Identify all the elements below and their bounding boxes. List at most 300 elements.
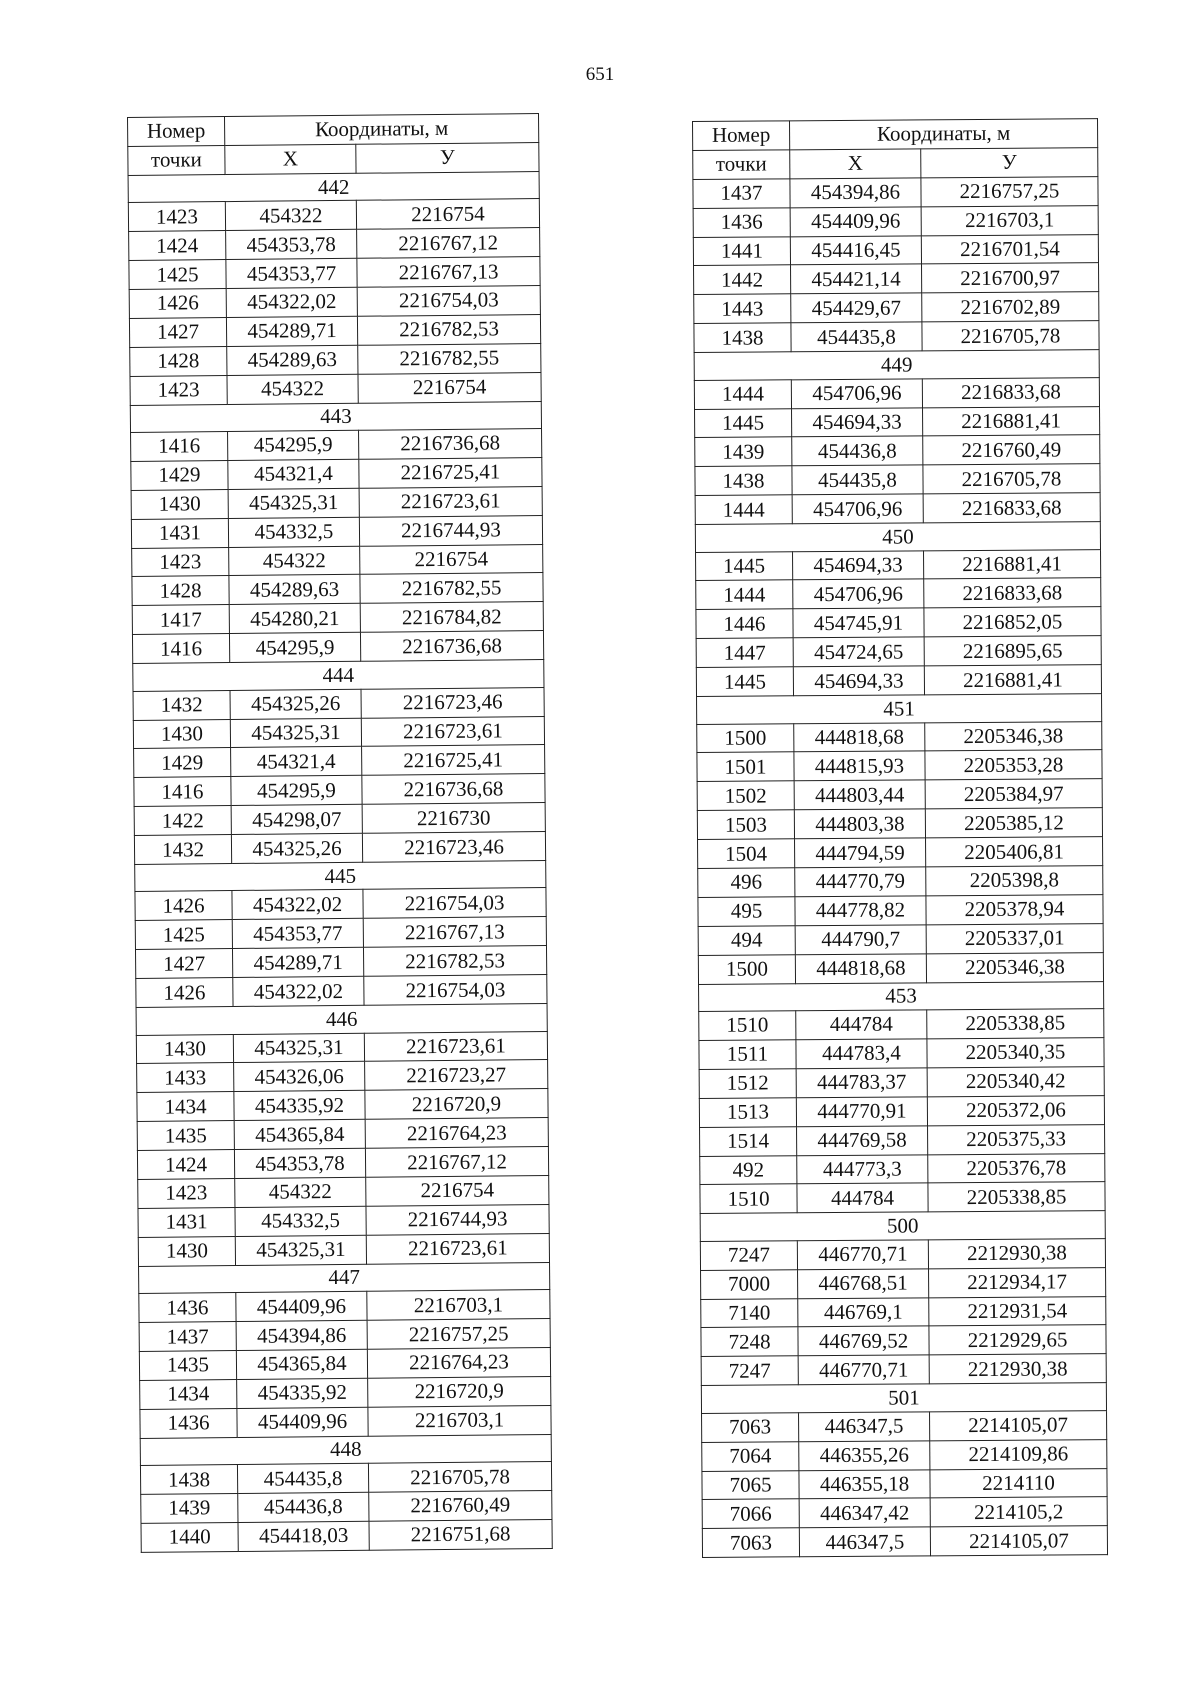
y-coordinate: 2216702,89 xyxy=(922,292,1099,322)
x-coordinate: 454332,5 xyxy=(235,1206,366,1236)
y-coordinate: 2212929,65 xyxy=(929,1325,1106,1355)
point-number: 1417 xyxy=(132,605,229,635)
y-coordinate: 2216782,53 xyxy=(357,314,540,345)
table-row xyxy=(140,1462,551,1495)
table-row xyxy=(699,1038,1104,1070)
table-row xyxy=(135,946,546,979)
group-number: 443 xyxy=(130,401,541,432)
y-coordinate: 2216782,55 xyxy=(360,573,543,604)
point-number: 1434 xyxy=(140,1379,237,1409)
y-coordinate: 2216720,9 xyxy=(368,1376,551,1407)
group-number: 445 xyxy=(135,860,546,891)
x-coordinate: 454325,26 xyxy=(230,689,361,719)
point-number: 1443 xyxy=(694,294,791,324)
point-number: 1423 xyxy=(138,1179,235,1209)
point-number: 7247 xyxy=(701,1356,798,1386)
x-coordinate: 444783,4 xyxy=(796,1039,927,1069)
x-coordinate: 454409,96 xyxy=(237,1407,368,1437)
y-coordinate: 2216833,68 xyxy=(924,578,1101,608)
table-row xyxy=(694,263,1099,295)
y-coordinate: 2205346,38 xyxy=(926,952,1103,982)
table-row xyxy=(696,578,1101,610)
point-number: 1432 xyxy=(134,835,231,865)
y-coordinate: 2216784,82 xyxy=(360,602,543,633)
y-coordinate: 2216754,03 xyxy=(363,888,546,919)
y-coordinate: 2214105,2 xyxy=(930,1497,1107,1527)
point-number: 1439 xyxy=(141,1494,238,1524)
group-header-row xyxy=(140,1434,551,1465)
table-row xyxy=(693,176,1098,208)
y-coordinate: 2216725,41 xyxy=(362,745,545,776)
y-coordinate: 2216767,12 xyxy=(365,1147,548,1178)
x-coordinate: 454295,9 xyxy=(228,430,359,460)
table-row xyxy=(134,832,545,865)
y-coordinate: 2216723,27 xyxy=(365,1060,548,1091)
x-coordinate: 444818,68 xyxy=(794,722,925,752)
x-coordinate: 454435,8 xyxy=(791,322,922,352)
point-number: 496 xyxy=(698,868,795,898)
point-number: 1439 xyxy=(695,437,792,467)
point-number: 1425 xyxy=(135,920,232,950)
y-coordinate: 2216751,68 xyxy=(369,1519,552,1550)
x-coordinate: 444803,38 xyxy=(794,809,925,839)
x-coordinate: 444770,79 xyxy=(795,867,926,897)
x-coordinate: 454332,5 xyxy=(228,517,359,547)
table-row xyxy=(134,803,545,836)
table-row xyxy=(702,1439,1107,1471)
x-coordinate: 444770,91 xyxy=(796,1097,927,1127)
x-coordinate: 454322 xyxy=(225,201,356,231)
y-coordinate: 2212934,17 xyxy=(929,1267,1106,1297)
y-coordinate: 2216767,12 xyxy=(357,228,540,259)
point-number: 1426 xyxy=(136,978,233,1008)
point-number: 1436 xyxy=(139,1293,236,1323)
y-coordinate: 2216754,03 xyxy=(357,285,540,316)
point-number: 1447 xyxy=(696,638,793,668)
point-number: 1438 xyxy=(694,323,791,353)
x-coordinate: 446768,51 xyxy=(798,1269,929,1299)
point-number: 1423 xyxy=(130,375,227,405)
group-header-row xyxy=(699,981,1104,1011)
y-coordinate: 2214110 xyxy=(930,1468,1107,1498)
point-number: 1425 xyxy=(129,260,226,290)
y-coordinate: 2216764,23 xyxy=(365,1118,548,1149)
y-coordinate: 2216705,78 xyxy=(922,321,1099,351)
point-number: 7000 xyxy=(701,1269,798,1299)
y-coordinate: 2216767,13 xyxy=(357,257,540,288)
x-coordinate: 444769,58 xyxy=(797,1125,928,1155)
table-row xyxy=(138,1204,549,1237)
y-coordinate: 2216701,54 xyxy=(921,234,1098,264)
point-number: 7140 xyxy=(701,1298,798,1328)
table-row xyxy=(138,1176,549,1209)
point-number: 1416 xyxy=(134,777,231,807)
point-number: 1423 xyxy=(128,202,225,232)
y-coordinate: 2216757,25 xyxy=(921,176,1098,206)
y-coordinate: 2205398,8 xyxy=(926,866,1103,896)
y-coordinate: 2205338,85 xyxy=(928,1182,1105,1212)
y-coordinate: 2214105,07 xyxy=(930,1410,1107,1440)
table-row xyxy=(695,464,1100,496)
coords-header: Координаты, м xyxy=(225,114,539,146)
y-coordinate: 2216895,65 xyxy=(924,636,1101,666)
x-coordinate: 454298,07 xyxy=(231,804,362,834)
x-coordinate: 454694,33 xyxy=(792,407,923,437)
point-number: 1436 xyxy=(140,1408,237,1438)
table-row xyxy=(698,837,1103,869)
x-coordinate: 444790,7 xyxy=(795,925,926,955)
point-number: 1435 xyxy=(139,1350,236,1380)
y-coordinate: 2216723,61 xyxy=(366,1233,549,1264)
x-coordinate: 454326,06 xyxy=(234,1062,365,1092)
x-coordinate: 454694,33 xyxy=(793,666,924,696)
table-row xyxy=(129,228,540,261)
table-row xyxy=(139,1319,550,1352)
table-row xyxy=(134,774,545,807)
x-coordinate: 454325,31 xyxy=(228,488,359,518)
table-row xyxy=(141,1519,552,1552)
x-coordinate: 444803,44 xyxy=(794,780,925,810)
point-header-line2: точки xyxy=(693,150,790,180)
point-number: 1430 xyxy=(133,719,230,749)
y-coordinate: 2205384,97 xyxy=(925,779,1102,809)
y-coordinate: 2216881,41 xyxy=(923,406,1100,436)
point-number: 1444 xyxy=(694,379,791,409)
y-coordinate: 2205406,81 xyxy=(926,837,1103,867)
point-number: 1514 xyxy=(700,1126,797,1156)
table-row xyxy=(696,607,1101,639)
table-row xyxy=(130,372,541,405)
y-coordinate: 2216754 xyxy=(366,1176,549,1207)
x-coordinate: 446769,1 xyxy=(798,1297,929,1327)
x-coordinate: 444818,68 xyxy=(795,954,926,984)
group-header-row xyxy=(135,860,546,891)
table-row xyxy=(140,1405,551,1438)
y-coordinate: 2216723,61 xyxy=(359,486,542,517)
y-coordinate: 2216833,68 xyxy=(923,493,1100,523)
y-header: У xyxy=(356,142,539,173)
point-number: 1438 xyxy=(140,1465,237,1495)
table-row xyxy=(702,1468,1107,1500)
y-coordinate: 2216767,13 xyxy=(363,917,546,948)
y-coordinate: 2216754,03 xyxy=(364,975,547,1006)
table-row xyxy=(141,1491,552,1524)
table-row xyxy=(133,716,544,749)
x-coordinate: 454322,02 xyxy=(233,976,364,1006)
point-number: 7066 xyxy=(702,1499,799,1529)
point-number: 1445 xyxy=(695,408,792,438)
y-coordinate: 2216703,1 xyxy=(368,1405,551,1436)
group-header-row xyxy=(133,660,544,691)
group-number: 446 xyxy=(136,1004,547,1035)
y-coordinate: 2216754 xyxy=(356,199,539,230)
y-coordinate: 2216833,68 xyxy=(922,377,1099,407)
x-coordinate: 446355,26 xyxy=(799,1440,930,1470)
x-coordinate: 446355,18 xyxy=(799,1469,930,1499)
x-coordinate: 454321,4 xyxy=(228,459,359,489)
x-coordinate: 454706,96 xyxy=(793,579,924,609)
x-coordinate: 454280,21 xyxy=(229,604,360,634)
point-number: 1500 xyxy=(698,954,795,984)
y-coordinate: 2205340,42 xyxy=(927,1066,1104,1096)
y-coordinate: 2216725,41 xyxy=(359,457,542,488)
x-coordinate: 454418,03 xyxy=(238,1521,369,1551)
y-coordinate: 2216700,97 xyxy=(922,263,1099,293)
x-coordinate: 454289,71 xyxy=(226,316,357,346)
group-number: 442 xyxy=(128,171,539,202)
x-coordinate: 446770,71 xyxy=(797,1240,928,1270)
x-coordinate: 454724,65 xyxy=(793,637,924,667)
group-header-row xyxy=(139,1262,550,1293)
x-coordinate: 454365,84 xyxy=(234,1119,365,1149)
group-header-row xyxy=(694,350,1099,380)
y-coordinate: 2216754 xyxy=(360,544,543,575)
coordinates-table-right xyxy=(692,118,1108,1558)
x-coordinate: 454353,77 xyxy=(226,258,357,288)
x-coordinate: 454365,84 xyxy=(236,1349,367,1379)
table-row xyxy=(693,205,1098,237)
point-number: 494 xyxy=(698,926,795,956)
y-coordinate: 2216744,93 xyxy=(366,1204,549,1235)
table-row xyxy=(129,285,540,318)
group-header-row xyxy=(136,1004,547,1035)
x-coordinate: 454322 xyxy=(227,374,358,404)
y-coordinate: 2216760,49 xyxy=(923,435,1100,465)
table-row xyxy=(131,486,542,519)
y-coordinate: 2216754 xyxy=(358,372,541,403)
y-coordinate: 2216736,68 xyxy=(362,774,545,805)
x-coordinate: 446770,71 xyxy=(798,1355,929,1385)
point-number: 1427 xyxy=(129,317,226,347)
table-row xyxy=(136,975,547,1008)
table-row xyxy=(699,1009,1104,1041)
point-number: 1510 xyxy=(699,1011,796,1041)
y-coordinate: 2214105,07 xyxy=(930,1526,1107,1556)
point-number: 1504 xyxy=(698,839,795,869)
point-number: 1510 xyxy=(700,1184,797,1214)
x-coordinate: 454295,9 xyxy=(229,633,360,663)
table-row xyxy=(129,257,540,290)
x-coordinate: 454325,26 xyxy=(231,833,362,863)
x-coordinate: 446347,5 xyxy=(799,1527,930,1557)
x-coordinate: 454694,33 xyxy=(793,550,924,580)
group-header-row xyxy=(130,401,541,432)
x-coordinate: 454321,4 xyxy=(231,747,362,777)
point-number: 1446 xyxy=(696,609,793,639)
point-number: 1422 xyxy=(134,806,231,836)
table-row xyxy=(702,1497,1107,1529)
group-header-row xyxy=(697,694,1102,724)
point-number: 1436 xyxy=(693,207,790,237)
x-header: X xyxy=(790,149,921,179)
x-coordinate: 446347,5 xyxy=(799,1412,930,1442)
table-row xyxy=(693,234,1098,266)
table-row xyxy=(133,687,544,720)
table-row xyxy=(132,573,543,606)
point-number: 1441 xyxy=(693,236,790,266)
point-number: 7063 xyxy=(702,1528,799,1558)
point-number: 1437 xyxy=(139,1322,236,1352)
y-coordinate: 2214109,86 xyxy=(930,1439,1107,1469)
table-row xyxy=(695,493,1100,525)
group-number: 501 xyxy=(701,1383,1106,1413)
point-number: 7247 xyxy=(700,1241,797,1271)
point-number: 1416 xyxy=(131,432,228,462)
table-row xyxy=(698,895,1103,927)
x-coordinate: 454289,63 xyxy=(229,575,360,605)
y-coordinate: 2216705,78 xyxy=(368,1462,551,1493)
x-coordinate: 454325,31 xyxy=(235,1235,366,1265)
table-row xyxy=(138,1233,549,1266)
point-number: 1444 xyxy=(696,580,793,610)
y-coordinate: 2205340,35 xyxy=(927,1038,1104,1068)
table-row xyxy=(702,1410,1107,1442)
x-coordinate: 454436,8 xyxy=(792,436,923,466)
x-coordinate: 454353,77 xyxy=(232,919,363,949)
y-coordinate: 2216757,25 xyxy=(367,1319,550,1350)
table-row xyxy=(695,435,1100,467)
x-coordinate: 454435,8 xyxy=(792,465,923,495)
y-coordinate: 2205338,85 xyxy=(927,1009,1104,1039)
x-coordinate: 454409,96 xyxy=(236,1291,367,1321)
table-row xyxy=(134,745,545,778)
point-number: 1424 xyxy=(137,1150,234,1180)
point-number: 7063 xyxy=(702,1413,799,1443)
point-number: 1438 xyxy=(695,466,792,496)
x-coordinate: 454325,31 xyxy=(233,1033,364,1063)
table-row xyxy=(698,952,1103,984)
point-number: 1502 xyxy=(697,781,794,811)
y-coordinate: 2216723,46 xyxy=(362,832,545,863)
table-row xyxy=(139,1290,550,1323)
table-row xyxy=(137,1118,548,1151)
y-coordinate: 2205372,06 xyxy=(927,1095,1104,1125)
y-coordinate: 2216782,55 xyxy=(358,343,541,374)
x-coordinate: 454394,86 xyxy=(236,1320,367,1350)
y-coordinate: 2216703,1 xyxy=(921,205,1098,235)
y-coordinate: 2205353,28 xyxy=(925,750,1102,780)
table-row xyxy=(697,750,1102,782)
point-number: 1432 xyxy=(133,690,230,720)
y-coordinate: 2216852,05 xyxy=(924,607,1101,637)
x-coordinate: 444784 xyxy=(797,1183,928,1213)
point-number: 1428 xyxy=(130,346,227,376)
group-number: 447 xyxy=(139,1262,550,1293)
group-number: 448 xyxy=(140,1434,551,1465)
y-coordinate: 2216736,68 xyxy=(360,631,543,662)
table-row xyxy=(700,1124,1105,1156)
table-row xyxy=(131,515,542,548)
table-row xyxy=(701,1325,1106,1357)
x-coordinate: 454394,86 xyxy=(790,178,921,208)
y-coordinate: 2216736,68 xyxy=(359,429,542,460)
x-coordinate: 444783,37 xyxy=(796,1068,927,1098)
x-coordinate: 444784 xyxy=(796,1010,927,1040)
point-header-line2: точки xyxy=(128,145,225,175)
table-row xyxy=(132,544,543,577)
table-row xyxy=(696,636,1101,668)
point-number: 1429 xyxy=(134,748,231,778)
table-row xyxy=(131,429,542,462)
coords-header: Координаты, м xyxy=(790,119,1098,150)
table-row xyxy=(135,917,546,950)
x-coordinate: 454335,92 xyxy=(234,1091,365,1121)
group-header-row xyxy=(701,1383,1106,1413)
y-coordinate: 2216782,53 xyxy=(363,946,546,977)
point-number: 1423 xyxy=(132,547,229,577)
point-number: 1434 xyxy=(137,1092,234,1122)
x-coordinate: 454409,96 xyxy=(790,207,921,237)
y-coordinate: 2216723,61 xyxy=(364,1031,547,1062)
table-row xyxy=(694,321,1099,353)
table-row xyxy=(695,406,1100,438)
point-number: 7064 xyxy=(702,1441,799,1471)
point-number: 492 xyxy=(700,1155,797,1185)
group-number: 449 xyxy=(694,350,1099,380)
x-coordinate: 444815,93 xyxy=(794,751,925,781)
x-coordinate: 446769,52 xyxy=(798,1326,929,1356)
point-number: 1445 xyxy=(696,667,793,697)
x-coordinate: 454435,8 xyxy=(237,1463,368,1493)
table-row xyxy=(699,1095,1104,1127)
point-number: 1437 xyxy=(693,179,790,209)
point-number: 1431 xyxy=(138,1207,235,1237)
group-number: 444 xyxy=(133,660,544,691)
point-number: 495 xyxy=(698,897,795,927)
x-coordinate: 444794,59 xyxy=(795,838,926,868)
point-number: 1435 xyxy=(137,1121,234,1151)
point-number: 1442 xyxy=(694,265,791,295)
x-coordinate: 444778,82 xyxy=(795,896,926,926)
y-coordinate: 2216723,61 xyxy=(361,716,544,747)
table-row xyxy=(140,1376,551,1409)
group-number: 451 xyxy=(697,694,1102,724)
y-header: У xyxy=(921,148,1098,178)
y-coordinate: 2216723,46 xyxy=(361,687,544,718)
x-coordinate: 454322 xyxy=(235,1177,366,1207)
point-number: 1512 xyxy=(699,1069,796,1099)
x-coordinate: 454421,14 xyxy=(791,264,922,294)
table-row xyxy=(697,721,1102,753)
y-coordinate: 2212930,38 xyxy=(929,1354,1106,1384)
table-row xyxy=(701,1354,1106,1386)
x-coordinate: 454325,31 xyxy=(230,718,361,748)
point-number: 1429 xyxy=(131,460,228,490)
point-header-line1: Номер xyxy=(693,121,790,151)
point-number: 1424 xyxy=(129,231,226,261)
table-row xyxy=(128,199,539,232)
x-coordinate: 454322 xyxy=(229,546,360,576)
table-row xyxy=(696,549,1101,581)
point-number: 1426 xyxy=(135,891,232,921)
y-coordinate: 2216720,9 xyxy=(365,1089,548,1120)
table-row xyxy=(702,1526,1107,1558)
point-number: 1511 xyxy=(699,1040,796,1070)
point-number: 1427 xyxy=(135,949,232,979)
y-coordinate: 2205375,33 xyxy=(928,1124,1105,1154)
x-coordinate: 454436,8 xyxy=(238,1492,369,1522)
point-header-line1: Номер xyxy=(128,117,225,147)
x-coordinate: 454322,02 xyxy=(232,890,363,920)
y-coordinate: 2212931,54 xyxy=(929,1296,1106,1326)
y-coordinate: 2216760,49 xyxy=(369,1491,552,1522)
table-row xyxy=(700,1238,1105,1270)
table-row xyxy=(701,1267,1106,1299)
y-coordinate: 2205337,01 xyxy=(926,923,1103,953)
x-coordinate: 454353,78 xyxy=(234,1148,365,1178)
point-number: 7065 xyxy=(702,1470,799,1500)
x-coordinate: 454295,9 xyxy=(231,776,362,806)
